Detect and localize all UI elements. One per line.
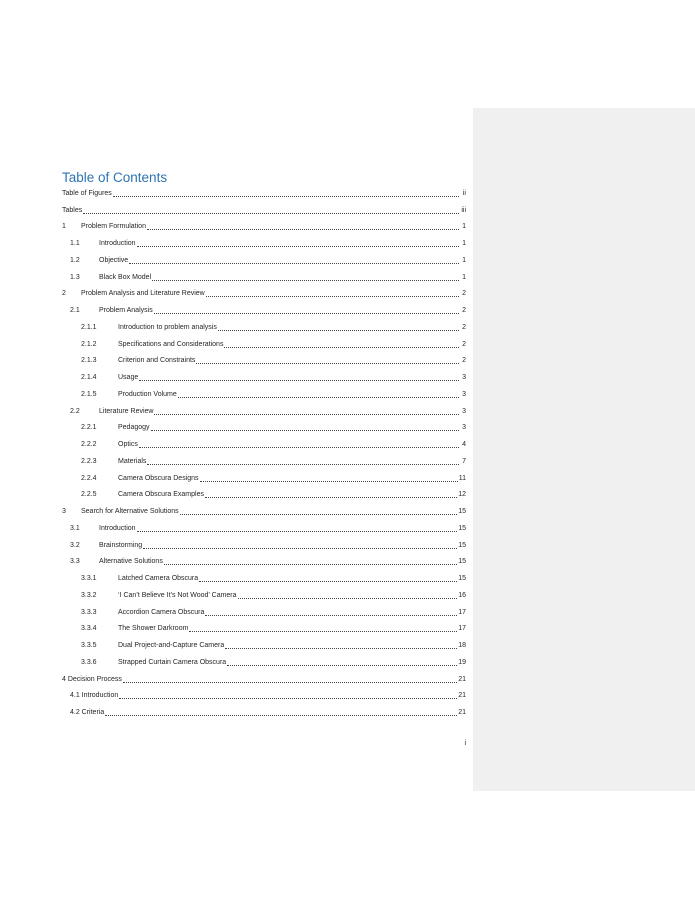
toc-entry-label[interactable]: Accordion Camera Obscura (118, 608, 205, 616)
toc-entry-label[interactable]: Introduction (99, 524, 136, 532)
comment-pane (473, 108, 695, 791)
toc-entry-number: 2.2.1 (81, 424, 97, 432)
toc-dot-leader (180, 512, 458, 515)
toc-dot-leader (119, 696, 457, 699)
toc-entry-number: 2.1.1 (81, 323, 97, 331)
toc-dot-leader (105, 713, 457, 716)
toc-entry-page: 2 (462, 357, 466, 365)
toc-entry-number: 2.2.3 (81, 457, 97, 465)
toc-entry-page: 3 (462, 374, 466, 382)
toc-entry[interactable] (62, 621, 466, 638)
toc-entry-page: 15 (458, 558, 466, 566)
toc-dot-leader (154, 412, 459, 415)
toc-entry-label[interactable]: Criterion and Constraints (118, 357, 196, 365)
toc-entry[interactable] (62, 604, 466, 621)
toc-dot-leader (152, 278, 459, 281)
toc-dot-leader (224, 345, 459, 348)
toc-entry-label[interactable]: Camera Obscura Examples (118, 491, 204, 499)
toc-entry[interactable] (62, 185, 466, 202)
toc-entry-page: 18 (458, 642, 466, 650)
toc-entry[interactable] (62, 570, 466, 587)
toc-entry-label[interactable]: Materials (118, 457, 147, 465)
toc-entry[interactable] (62, 487, 466, 504)
toc-dot-leader (143, 546, 457, 549)
toc-entry-number: 2.1.2 (81, 340, 97, 348)
toc-entry-page: 21 (458, 675, 466, 683)
toc-entry-page: 2 (462, 340, 466, 348)
toc-dot-leader (137, 529, 458, 532)
toc-dot-leader (151, 428, 459, 431)
toc-entry-number: 3 (62, 508, 66, 516)
toc-entry-label[interactable]: Search for Alternative Solutions (81, 508, 179, 516)
toc-entry-label[interactable]: Problem Formulation (81, 223, 146, 231)
toc-entry-page: 1 (462, 256, 466, 264)
toc-entry-page: 15 (458, 575, 466, 583)
toc-entry-page: 19 (458, 658, 466, 666)
toc-dot-leader (178, 395, 459, 398)
toc-entry[interactable] (62, 453, 466, 470)
toc-dot-leader (164, 562, 457, 565)
toc-entry-number: 2.2.2 (81, 441, 97, 449)
toc-dot-leader (199, 579, 457, 582)
toc-entry-label[interactable]: 4 Decision Process (62, 675, 122, 683)
toc-entry-page: 3 (462, 390, 466, 398)
toc-entry-label[interactable]: Alternative Solutions (99, 558, 163, 566)
toc-entry-number: 3.3.2 (81, 591, 97, 599)
toc-entry-number: 1.2 (70, 256, 80, 264)
toc-entry-number: 1.3 (70, 273, 80, 281)
toc-dot-leader (227, 663, 457, 666)
toc-entry-label[interactable]: Strapped Curtain Camera Obscura (118, 658, 227, 666)
toc-entry-number: 2.1.5 (81, 390, 97, 398)
toc-entry[interactable] (62, 353, 466, 370)
toc-entry-page: 3 (462, 407, 466, 415)
toc-entry-number: 3.3.1 (81, 575, 97, 583)
toc-entry-label[interactable]: Usage (118, 374, 139, 382)
toc-dot-leader (137, 244, 459, 247)
toc-entry[interactable] (62, 420, 466, 437)
toc-entry[interactable] (62, 520, 466, 537)
toc-entry-page: 2 (462, 323, 466, 331)
toc-entry-number: 2.2 (70, 407, 80, 415)
toc-entry-number: 3.3.4 (81, 625, 97, 633)
toc-dot-leader (205, 613, 457, 616)
toc-entry[interactable] (62, 554, 466, 571)
toc-entry-number: 2.1.3 (81, 357, 97, 365)
toc-title: Table of Contents (62, 170, 168, 185)
toc-entry-page: 2 (462, 290, 466, 298)
toc-entry[interactable] (62, 202, 466, 219)
toc-entry-page: 1 (462, 240, 466, 248)
toc-entry-page: 21 (458, 709, 466, 717)
toc-dot-leader (139, 445, 459, 448)
toc-dot-leader (147, 227, 459, 230)
toc-entry-page: 4 (462, 441, 466, 449)
toc-entry-label[interactable]: Dual Project-and-Capture Camera (118, 642, 225, 650)
toc-entry-page: 17 (458, 608, 466, 616)
toc-entry[interactable] (62, 302, 466, 319)
toc-entry-label[interactable]: The Shower Darkroom (118, 625, 189, 633)
toc-dot-leader (139, 378, 459, 381)
toc-entry[interactable] (62, 319, 466, 336)
toc-entry-number: 3.1 (70, 524, 80, 532)
toc-entry-label[interactable]: 4.1 Introduction (70, 692, 119, 700)
toc-entry[interactable] (62, 537, 466, 554)
toc-entry[interactable] (62, 386, 466, 403)
toc-entry[interactable] (62, 269, 466, 286)
toc-entry-number: 3.3 (70, 558, 80, 566)
toc-entry-label[interactable]: Specifications and Considerations (118, 340, 224, 348)
toc-entry[interactable] (62, 654, 466, 671)
toc-entry[interactable] (62, 503, 466, 520)
toc-entry-label[interactable]: Black Box Model (99, 273, 152, 281)
toc-entry-label[interactable]: ‘I Can’t Believe It’s Not Wood’ Camera (118, 591, 237, 599)
toc-entry-number: 3.2 (70, 541, 80, 549)
toc-dot-leader (129, 261, 459, 264)
toc-entry[interactable] (62, 637, 466, 654)
toc-entry-page: 15 (458, 524, 466, 532)
toc-entry-number: 2.1.4 (81, 374, 97, 382)
toc-entry-page: 2 (462, 307, 466, 315)
toc-dot-leader (154, 311, 459, 314)
toc-dot-leader (189, 629, 457, 632)
toc-entry-label[interactable]: Production Volume (118, 390, 177, 398)
toc-entry[interactable] (62, 403, 466, 420)
toc-entry-number: 2.2.5 (81, 491, 97, 499)
toc-entry-label[interactable]: Pedagogy (118, 424, 150, 432)
toc-dot-leader (218, 328, 459, 331)
toc-entry-label[interactable]: Optics (118, 441, 138, 449)
toc-entry-number: 3.3.3 (81, 608, 97, 616)
toc-entry-label[interactable]: Problem Analysis (99, 307, 153, 315)
toc-entry-number: 3.3.6 (81, 658, 97, 666)
toc-entry[interactable] (62, 235, 466, 252)
toc-entry-label[interactable]: Table of Figures (62, 189, 112, 197)
toc-entry-label[interactable]: Literature Review (99, 407, 154, 415)
toc-entry-page: iii (461, 206, 466, 214)
toc-entry-label[interactable]: Brainstorming (99, 541, 143, 549)
toc-entry-page: ii (462, 189, 466, 197)
toc-dot-leader (225, 646, 457, 649)
toc-entry[interactable] (62, 336, 466, 353)
toc-entry-number: 2.1 (70, 307, 80, 315)
toc-dot-leader (238, 596, 458, 599)
toc-entry[interactable] (62, 252, 466, 269)
toc-dot-leader (206, 294, 459, 297)
toc-dot-leader (200, 479, 458, 482)
toc-dot-leader (147, 462, 459, 465)
toc-entry-page: 17 (458, 625, 466, 633)
toc-dot-leader (196, 361, 459, 364)
toc-dot-leader (113, 194, 459, 197)
toc-entry-label[interactable]: Latched Camera Obscura (118, 575, 199, 583)
toc-entry-page: 15 (458, 508, 466, 516)
toc-entry-label[interactable]: Objective (99, 256, 129, 264)
toc-dot-leader (83, 211, 459, 214)
toc-entry-number: 1.1 (70, 240, 80, 248)
toc-entry-label[interactable]: Problem Analysis and Literature Review (81, 290, 205, 298)
toc-entry[interactable] (62, 219, 466, 236)
toc-entry[interactable] (62, 369, 466, 386)
toc-entry[interactable] (62, 671, 466, 688)
page-number: i (464, 740, 466, 747)
toc-entry-page: 16 (458, 591, 466, 599)
toc-entry-number: 3.3.5 (81, 642, 97, 650)
toc-entry[interactable] (62, 587, 466, 604)
toc-entry-page: 12 (458, 491, 466, 499)
toc-entry[interactable] (62, 286, 466, 303)
toc-entry-label[interactable]: Camera Obscura Designs (118, 474, 199, 482)
toc-entry-number: 1 (62, 223, 66, 231)
toc-entry[interactable] (62, 470, 466, 487)
toc-entry[interactable] (62, 436, 466, 453)
toc-entry-page: 1 (462, 223, 466, 231)
toc-entry-page: 11 (458, 474, 466, 482)
toc-entry-page: 1 (462, 273, 466, 281)
toc-entry-label[interactable]: Tables (62, 206, 83, 214)
toc-entry-page: 21 (458, 692, 466, 700)
toc-entry-label[interactable]: Introduction (99, 240, 136, 248)
toc-dot-leader (123, 680, 457, 683)
toc-list (62, 185, 466, 721)
toc-entry-label[interactable]: Introduction to problem analysis (118, 323, 217, 331)
toc-entry[interactable] (62, 688, 466, 705)
toc-entry[interactable] (62, 704, 466, 721)
toc-entry-label[interactable]: 4.2 Criteria (70, 709, 105, 717)
toc-entry-number: 2.2.4 (81, 474, 97, 482)
toc-entry-number: 2 (62, 290, 66, 298)
toc-entry-page: 3 (462, 424, 466, 432)
toc-entry-page: 7 (462, 457, 466, 465)
toc-dot-leader (205, 495, 457, 498)
toc-entry-page: 15 (458, 541, 466, 549)
